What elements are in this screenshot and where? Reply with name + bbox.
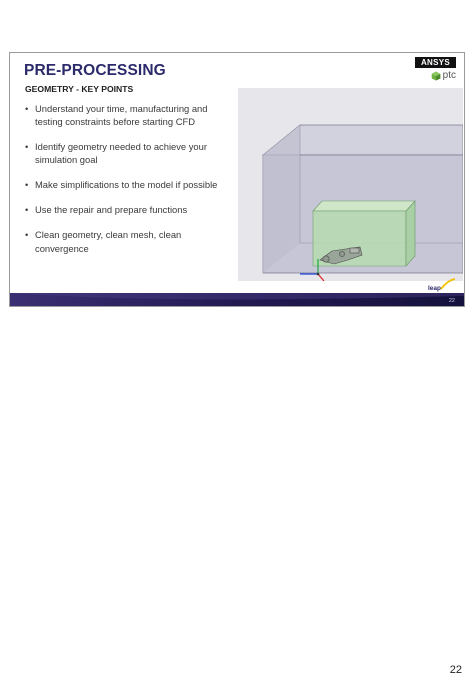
bullet-text: Clean geometry, clean mesh, clean convergence (35, 229, 182, 254)
leap-swoosh-icon (440, 278, 456, 290)
bullet-item (25, 203, 235, 216)
bullet-text: Use the repair and prepare functions (35, 204, 188, 216)
bullet-dot: • (25, 141, 29, 153)
bullet-item (25, 102, 235, 128)
logo-group (412, 57, 456, 85)
bullet-item (25, 178, 235, 191)
ptc-logo (431, 70, 456, 82)
bullet-dot: • (25, 204, 29, 216)
bullet-item (25, 140, 235, 166)
footer-band (10, 293, 465, 306)
bullet-dot: • (25, 179, 29, 191)
leap-logo (428, 278, 456, 292)
bullet-text: Make simplifications to the model if possible (35, 179, 218, 191)
bullet-dot: • (25, 229, 29, 241)
bullet-list (25, 102, 235, 267)
slide-title: PRE-PROCESSING (24, 62, 166, 79)
inner-region-top (313, 201, 415, 211)
cad-viewport (238, 88, 463, 281)
leap-wordmark: leap (428, 285, 442, 292)
bullet-item (25, 228, 235, 254)
bullet-text: Identify geometry needed to achieve your simulation goal (35, 141, 207, 166)
page-number: 22 (449, 664, 462, 676)
bullet-text: Understand your time, manufacturing and testing constraints before starting CFD (35, 103, 208, 128)
ptc-mark-icon (431, 71, 441, 81)
bullet-dot: • (25, 103, 29, 114)
ansys-logo: ANSYS (415, 57, 456, 68)
slide-subtitle: GEOMETRY - KEY POINTS (25, 84, 134, 94)
slide-number: 22 (448, 298, 455, 304)
inner-region-side (406, 201, 415, 266)
slide (9, 52, 465, 307)
ptc-wordmark: ptc (442, 70, 456, 81)
